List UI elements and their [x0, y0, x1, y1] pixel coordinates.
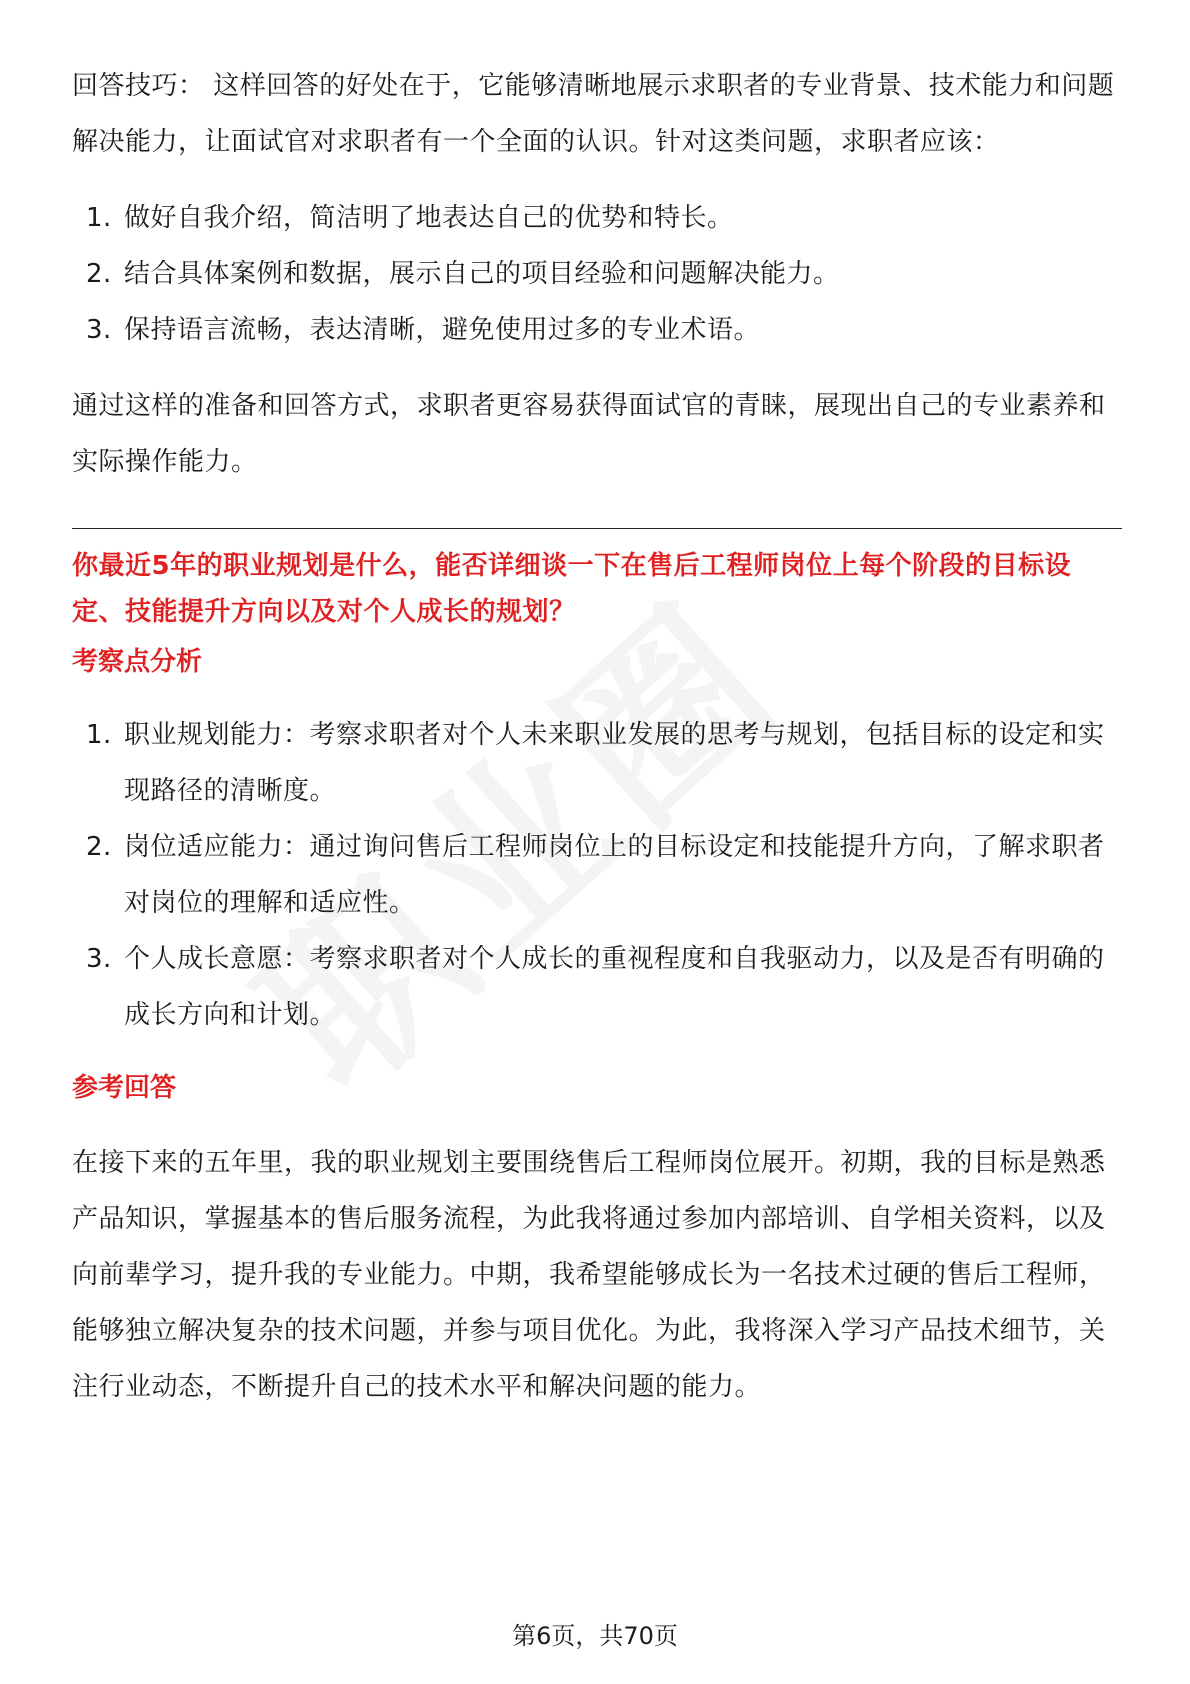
reference-heading: 参考回答	[72, 1073, 177, 1103]
list-item-text: 个人成长意愿：考察求职者对个人成长的重视程度和自我驱动力，以及是否有明确的成长方向和计划。	[124, 944, 1105, 1030]
list-item-text: 职业规划能力：考察求职者对个人未来职业发展的思考与规划，包括目标的设定和实现路径的清晰度。	[124, 720, 1105, 806]
list-item	[72, 819, 1122, 931]
list-item-number: 3.	[86, 315, 112, 345]
list-item-number: 1.	[86, 203, 112, 233]
list-item-text: 保持语言流畅，表达清晰，避免使用过多的专业术语。	[124, 315, 761, 345]
list-item	[72, 707, 1122, 819]
page-number: 第6页，共70页	[512, 1622, 678, 1650]
list-item	[72, 302, 1122, 358]
page-content	[72, 58, 1122, 1415]
list-item-text: 做好自我介绍，简洁明了地表达自己的优势和特长。	[124, 203, 734, 233]
list-item-number: 2.	[86, 832, 112, 862]
list-item	[72, 190, 1122, 246]
analysis-heading: 考察点分析	[72, 647, 203, 677]
list-item-number: 3.	[86, 944, 112, 974]
question-title: 你最近5年的职业规划是什么，能否详细谈一下在售后工程师岗位上每个阶段的目标设定、技能提升方向以及对个人成长的规划？	[72, 551, 1072, 627]
list-item-text: 岗位适应能力：通过询问售后工程师岗位上的目标设定和技能提升方向，了解求职者对岗位的理解和适应性。	[124, 832, 1105, 918]
tips-list	[72, 190, 1122, 358]
list-item	[72, 246, 1122, 302]
answer-tips-paragraph: 回答技巧： 这样回答的好处在于，它能够清晰地展示求职者的专业背景、技术能力和问题解决能力，让面试官对求职者有一个全面的认识。针对这类问题，求职者应该：	[72, 71, 1115, 157]
list-item-text: 结合具体案例和数据，展示自己的项目经验和问题解决能力。	[124, 259, 840, 289]
conclusion-paragraph: 通过这样的准备和回答方式，求职者更容易获得面试官的青睐，展现出自己的专业素养和实际操作能力。	[72, 391, 1106, 477]
analysis-list	[72, 707, 1122, 1043]
list-item-number: 2.	[86, 259, 112, 289]
reference-answer-paragraph: 在接下来的五年里，我的职业规划主要围绕售后工程师岗位展开。初期，我的目标是熟悉产品知识，掌握基本的售后服务流程，为此我将通过参加内部培训、自学相关资料，以及向前辈学习，提升我的专业能力。中期，我希望能够成长为一名技术过硬的售后工程师，能够独立解决复杂的技术问题，并参与项目优化。为此，我将深入学习产品技术细节，关注行业动态，不断提升自己的技术水平和解决问题的能力。	[72, 1148, 1106, 1402]
list-item	[72, 931, 1122, 1043]
list-item-number: 1.	[86, 720, 112, 750]
